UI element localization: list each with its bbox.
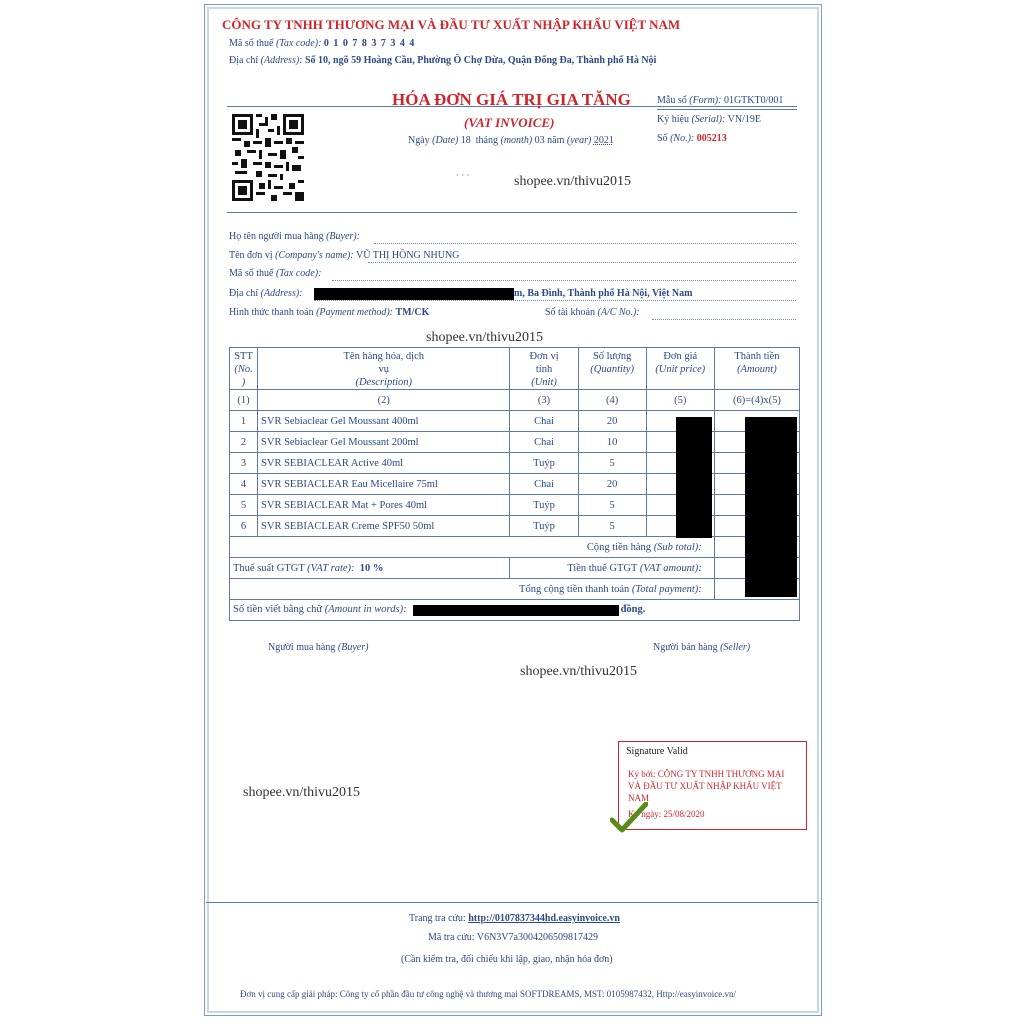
signature-date: Ký ngày: 25/08/2020	[628, 809, 705, 819]
amount-in-words-row: Số tiền viết bằng chữ (Amount in words): đồng.	[230, 600, 800, 621]
invoice-date: Ngày (Date) 18 tháng (month) 03 năm (year) 2021	[408, 135, 614, 146]
table-row: 6 SVR SEBIACLEAR Creme SPF50 50ml Tuýp 5	[230, 516, 800, 537]
table-index-row: (1) (2) (3) (4) (5) (6)=(4)x(5)	[230, 390, 800, 411]
col-no: STT (No. )	[230, 348, 258, 390]
footer-provider: Đơn vị cung cấp giải pháp: Công ty cổ phần đầu tư công nghệ và thương mại SOFTDREAMS, MST: 0105987432, Http://easyinvoice.vn/	[240, 989, 737, 999]
lookup-link[interactable]: http://0107837344hd.easyinvoice.vn	[468, 913, 620, 924]
table-row: 4 SVR SEBIACLEAR Eau Micellaire 75ml Chai 20	[230, 474, 800, 495]
col-unit: Đơn vị tính (Unit)	[510, 348, 578, 390]
col-unit-price: Đơn giá (Unit price)	[646, 348, 714, 390]
company-tax-line: Mã số thuế (Tax code): 0 1 0 7 8 3 7 3 4 4	[229, 38, 416, 49]
table-row: 2 SVR Sebiaclear Gel Moussant 200ml Chai 10	[230, 432, 800, 453]
subtotal-row: Cộng tiền hàng (Sub total):	[230, 537, 800, 558]
invoice-serial: Ký hiệu (Serial): VN/19E	[657, 114, 762, 125]
invoice-form: Mẫu số (Form): 01GTKT0/001	[657, 95, 784, 106]
table-row: 5 SVR SEBIACLEAR Mat + Pores 40ml Tuýp 5	[230, 495, 800, 516]
watermark-1: shopee.vn/thivu2015	[514, 174, 632, 189]
buyer-company-line: Tên đơn vị (Company's name): VŨ THỊ HỒNG NHUNG	[229, 250, 460, 261]
buyer-address-line: Địa chỉ (Address):	[229, 288, 303, 299]
account-line: Số tài khoản (A/C No.):	[545, 307, 640, 318]
signature-signed-by: Ký bởi: CÔNG TY TNHH THƯƠNG MẠI VÀ ĐẦU TƯ XUẤT NHẬP KHẨU VIỆT NAM	[628, 769, 785, 803]
signature-valid-title: Signature Valid	[626, 746, 688, 757]
company-name: CÔNG TY TNHH THƯƠNG MẠI VÀ ĐẦU TƯ XUẤT NHẬP KHẨU VIỆT NAM	[222, 17, 681, 32]
checkmark-icon	[610, 802, 648, 834]
buyer-address-tail: m, Ba Đình, Thành phố Hà Nội, Việt Nam	[514, 288, 693, 299]
vat-row: Thuế suất GTGT (VAT rate): 10 % Tiền thuế GTGT (VAT amount):	[230, 558, 800, 579]
lookup-line: Trang tra cứu: http://0107837344hd.easyinvoice.vn	[409, 913, 620, 924]
total-row: Tổng cộng tiền thanh toán (Total payment):	[230, 579, 800, 600]
table-row: 3 SVR SEBIACLEAR Active 40ml Tuýp 5	[230, 453, 800, 474]
payment-method-line: Hình thức thanh toán (Payment method): TM/CK	[229, 307, 430, 318]
qr-code-icon	[232, 114, 304, 201]
dots: · · ·	[456, 170, 470, 180]
watermark-3: shopee.vn/thivu2015	[520, 664, 638, 679]
lookup-code-line: Mã tra cứu: V6N3V7a3004206509817429	[428, 932, 598, 943]
items-table	[229, 347, 800, 621]
redacted-amounts	[745, 417, 797, 597]
watermark-4: shopee.vn/thivu2015	[243, 785, 361, 800]
redacted-address	[314, 288, 514, 300]
buyer-name-line: Họ tên người mua hàng (Buyer):	[229, 231, 360, 242]
buyer-signature-label: Người mua hàng (Buyer)	[268, 642, 369, 653]
invoice-number: Số (No.): 005213	[657, 133, 727, 144]
buyer-tax-line: Mã số thuế (Tax code):	[229, 268, 322, 279]
footer-note: (Cần kiểm tra, đối chiếu khi lập, giao, nhận hóa đơn)	[401, 954, 613, 965]
watermark-2: shopee.vn/thivu2015	[426, 330, 544, 345]
invoice-title: HÓA ĐƠN GIÁ TRỊ GIA TĂNG	[392, 90, 631, 109]
seller-signature-label: Người bán hàng (Seller)	[653, 642, 751, 653]
col-quantity: Số lượng (Quantity)	[578, 348, 646, 390]
col-description: Tên hàng hóa, dịch vụ (Description)	[258, 348, 510, 390]
invoice-subtitle: (VAT INVOICE)	[464, 115, 555, 130]
company-address-line: Địa chỉ (Address): Số 10, ngõ 59 Hoàng Cầu, Phường Ô Chợ Dừa, Quận Đống Đa, Thành phố Hà Nội	[229, 55, 657, 66]
table-row: 1 SVR Sebiaclear Gel Moussant 400ml Chai 20	[230, 411, 800, 432]
col-amount: Thành tiền (Amount)	[714, 348, 799, 390]
table-header-row	[230, 348, 800, 390]
redacted-unit-prices	[676, 417, 712, 538]
